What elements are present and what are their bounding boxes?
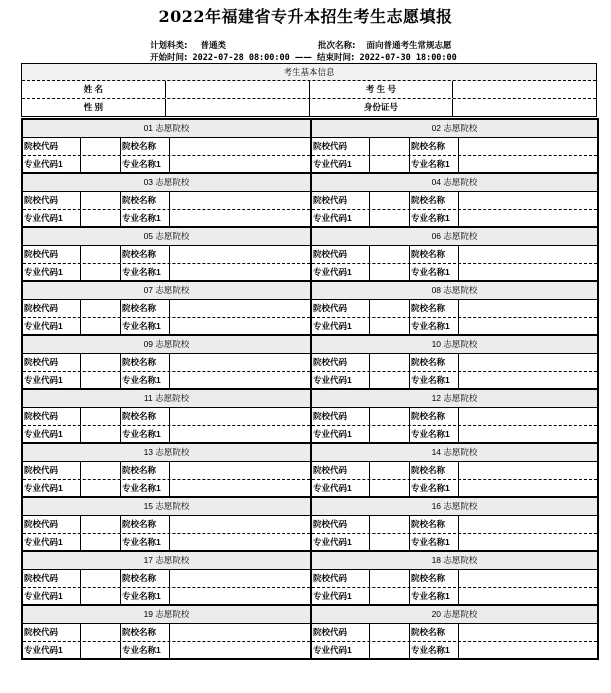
- major-name-label: 专业名称1: [410, 318, 459, 335]
- choice-header: 19 志愿院校: [23, 606, 310, 624]
- school-code-label: 院校代码: [23, 354, 81, 371]
- choice-pair: [23, 118, 597, 172]
- school-row: [312, 516, 597, 533]
- major-code-label: 专业代码1: [23, 156, 81, 173]
- school-code-label: 院校代码: [312, 462, 370, 479]
- major-code-field[interactable]: [81, 318, 121, 335]
- school-name-label: 院校名称: [410, 138, 459, 155]
- school-code-label: 院校代码: [23, 462, 81, 479]
- school-code-field[interactable]: [81, 354, 121, 371]
- major-name-field[interactable]: [170, 156, 310, 173]
- choice-header: 07 志愿院校: [23, 282, 310, 300]
- major-name-field[interactable]: [459, 156, 597, 173]
- major-row: [312, 155, 597, 173]
- major-row: [23, 479, 310, 497]
- major-name-label: 专业名称1: [121, 372, 170, 389]
- school-name-field[interactable]: [170, 300, 310, 317]
- id-number-label: 身份证号: [310, 99, 454, 116]
- school-row: [312, 138, 597, 155]
- school-name-field[interactable]: [459, 138, 597, 155]
- major-code-label: 专业代码1: [23, 642, 81, 659]
- school-name-field[interactable]: [459, 570, 597, 587]
- major-row: [23, 587, 310, 605]
- school-code-label: 院校代码: [312, 300, 370, 317]
- choice-block: [23, 174, 310, 226]
- school-code-field[interactable]: [81, 624, 121, 641]
- major-name-label: 专业名称1: [410, 426, 459, 443]
- major-row: [312, 533, 597, 551]
- major-code-label: 专业代码1: [312, 534, 370, 551]
- major-code-label: 专业代码1: [23, 210, 81, 227]
- school-code-field[interactable]: [370, 570, 410, 587]
- choice-header: 18 志愿院校: [312, 552, 597, 570]
- end-value: 2022-07-30 18:00:00: [359, 53, 457, 63]
- school-code-label: 院校代码: [312, 192, 370, 209]
- choice-header: 03 志愿院校: [23, 174, 310, 192]
- exam-number-label: 考 生 号: [310, 81, 454, 98]
- start-value: 2022-07-28 08:00:00: [192, 53, 290, 63]
- major-row: [312, 317, 597, 335]
- school-code-field[interactable]: [81, 462, 121, 479]
- name-label: 姓 名: [22, 81, 166, 98]
- choice-block: [310, 444, 597, 496]
- choice-block: [310, 336, 597, 388]
- major-row: [23, 155, 310, 173]
- major-name-label: 专业名称1: [121, 588, 170, 605]
- choice-block: [23, 336, 310, 388]
- school-row: [23, 516, 310, 533]
- major-row: [312, 425, 597, 443]
- choice-block: [23, 606, 310, 658]
- major-name-label: 专业名称1: [410, 642, 459, 659]
- school-code-label: 院校代码: [23, 624, 81, 641]
- major-code-field[interactable]: [370, 210, 410, 227]
- choice-block: [310, 228, 597, 280]
- school-name-field[interactable]: [459, 354, 597, 371]
- major-code-label: 专业代码1: [23, 264, 81, 281]
- exam-number-field[interactable]: [453, 81, 596, 98]
- school-name-field[interactable]: [170, 138, 310, 155]
- school-name-label: 院校名称: [410, 624, 459, 641]
- plan-label: 计划科类:: [150, 41, 188, 51]
- choice-header: 14 志愿院校: [312, 444, 597, 462]
- school-row: [23, 246, 310, 263]
- choice-block: [310, 282, 597, 334]
- basic-info-header: 考生基本信息: [22, 64, 596, 81]
- major-code-label: 专业代码1: [23, 318, 81, 335]
- major-code-field[interactable]: [81, 426, 121, 443]
- school-name-field[interactable]: [459, 624, 597, 641]
- major-name-field[interactable]: [170, 372, 310, 389]
- school-name-field[interactable]: [459, 516, 597, 533]
- major-code-field[interactable]: [81, 588, 121, 605]
- choice-block: [310, 606, 597, 658]
- major-code-label: 专业代码1: [23, 534, 81, 551]
- major-name-field[interactable]: [459, 372, 597, 389]
- major-code-label: 专业代码1: [312, 642, 370, 659]
- batch-value: 面向普通考生常规志愿: [366, 41, 452, 51]
- major-code-field[interactable]: [370, 642, 410, 659]
- major-code-field[interactable]: [370, 534, 410, 551]
- school-code-field[interactable]: [370, 300, 410, 317]
- school-row: [23, 300, 310, 317]
- school-name-label: 院校名称: [121, 354, 170, 371]
- major-row: [312, 263, 597, 281]
- major-name-field[interactable]: [170, 264, 310, 281]
- major-name-label: 专业名称1: [410, 372, 459, 389]
- choice-header: 12 志愿院校: [312, 390, 597, 408]
- major-code-field[interactable]: [81, 372, 121, 389]
- school-name-label: 院校名称: [410, 408, 459, 425]
- school-code-field[interactable]: [370, 138, 410, 155]
- school-name-label: 院校名称: [121, 138, 170, 155]
- major-name-label: 专业名称1: [121, 534, 170, 551]
- major-row: [312, 587, 597, 605]
- major-row: [23, 317, 310, 335]
- page-title: 2022年福建省专升本招生考生志愿填报: [158, 7, 453, 26]
- major-name-label: 专业名称1: [410, 210, 459, 227]
- major-code-label: 专业代码1: [23, 372, 81, 389]
- batch-label: 批次名称:: [318, 41, 356, 51]
- school-code-label: 院校代码: [23, 138, 81, 155]
- major-name-label: 专业名称1: [410, 480, 459, 497]
- choice-header: 06 志愿院校: [312, 228, 597, 246]
- major-name-label: 专业名称1: [121, 264, 170, 281]
- school-name-label: 院校名称: [410, 516, 459, 533]
- school-row: [312, 570, 597, 587]
- major-name-field[interactable]: [459, 426, 597, 443]
- choice-pair: [23, 334, 597, 388]
- gender-label: 性 别: [22, 99, 166, 116]
- major-name-label: 专业名称1: [121, 156, 170, 173]
- major-row: [312, 479, 597, 497]
- school-row: [312, 192, 597, 209]
- school-code-label: 院校代码: [23, 408, 81, 425]
- choice-pair: [23, 442, 597, 496]
- major-name-field[interactable]: [459, 210, 597, 227]
- major-name-field[interactable]: [459, 318, 597, 335]
- major-code-field[interactable]: [370, 264, 410, 281]
- school-code-label: 院校代码: [312, 624, 370, 641]
- name-field[interactable]: [166, 81, 310, 98]
- school-code-field[interactable]: [370, 354, 410, 371]
- school-code-label: 院校代码: [23, 570, 81, 587]
- school-row: [312, 246, 597, 263]
- school-row: [23, 408, 310, 425]
- school-name-label: 院校名称: [121, 516, 170, 533]
- major-code-field[interactable]: [81, 156, 121, 173]
- school-name-field[interactable]: [170, 624, 310, 641]
- school-name-field[interactable]: [459, 462, 597, 479]
- choice-header: 20 志愿院校: [312, 606, 597, 624]
- school-code-field[interactable]: [370, 624, 410, 641]
- choice-pair: [23, 604, 597, 660]
- major-name-field[interactable]: [459, 588, 597, 605]
- choice-pair: [23, 496, 597, 550]
- choice-header: 02 志愿院校: [312, 120, 597, 138]
- major-code-label: 专业代码1: [312, 480, 370, 497]
- major-name-field[interactable]: [170, 642, 310, 659]
- school-code-label: 院校代码: [312, 516, 370, 533]
- major-row: [23, 641, 310, 659]
- choice-block: [23, 498, 310, 550]
- major-name-field[interactable]: [170, 588, 310, 605]
- choice-block: [23, 282, 310, 334]
- choice-pair: [23, 280, 597, 334]
- major-code-label: 专业代码1: [312, 588, 370, 605]
- major-code-field[interactable]: [370, 318, 410, 335]
- school-code-field[interactable]: [81, 570, 121, 587]
- choice-pair: [23, 550, 597, 604]
- choice-header: 05 志愿院校: [23, 228, 310, 246]
- major-code-label: 专业代码1: [23, 588, 81, 605]
- school-name-label: 院校名称: [121, 192, 170, 209]
- school-name-label: 院校名称: [121, 462, 170, 479]
- major-code-label: 专业代码1: [312, 210, 370, 227]
- school-name-label: 院校名称: [410, 570, 459, 587]
- school-name-field[interactable]: [170, 246, 310, 263]
- school-code-label: 院校代码: [312, 408, 370, 425]
- school-code-label: 院校代码: [312, 138, 370, 155]
- choice-header: 09 志愿院校: [23, 336, 310, 354]
- choices-grid: [21, 118, 599, 660]
- batch-name: [318, 39, 452, 51]
- choice-header: 08 志愿院校: [312, 282, 597, 300]
- school-name-field[interactable]: [459, 192, 597, 209]
- major-name-label: 专业名称1: [410, 156, 459, 173]
- plan-category: [150, 39, 226, 51]
- id-number-field[interactable]: [453, 99, 596, 116]
- major-row: [312, 371, 597, 389]
- choice-pair: [23, 388, 597, 442]
- major-code-field[interactable]: [81, 264, 121, 281]
- major-name-label: 专业名称1: [410, 264, 459, 281]
- time-range: [150, 51, 457, 63]
- major-name-field[interactable]: [170, 318, 310, 335]
- major-name-label: 专业名称1: [121, 426, 170, 443]
- school-row: [312, 300, 597, 317]
- school-code-field[interactable]: [370, 408, 410, 425]
- school-code-label: 院校代码: [23, 246, 81, 263]
- major-code-label: 专业代码1: [312, 318, 370, 335]
- school-name-field[interactable]: [170, 570, 310, 587]
- school-name-field[interactable]: [170, 462, 310, 479]
- major-row: [23, 209, 310, 227]
- school-row: [23, 624, 310, 641]
- major-code-field[interactable]: [81, 480, 121, 497]
- school-code-label: 院校代码: [312, 570, 370, 587]
- school-code-label: 院校代码: [312, 354, 370, 371]
- major-code-label: 专业代码1: [23, 426, 81, 443]
- school-code-field[interactable]: [81, 192, 121, 209]
- choice-pair: [23, 226, 597, 280]
- plan-value: 普通类: [200, 41, 227, 51]
- major-code-field[interactable]: [370, 480, 410, 497]
- school-name-label: 院校名称: [121, 570, 170, 587]
- choice-block: [310, 174, 597, 226]
- school-code-field[interactable]: [81, 408, 121, 425]
- end-label: 结束时间:: [317, 53, 355, 63]
- choice-header: 10 志愿院校: [312, 336, 597, 354]
- major-name-field[interactable]: [459, 480, 597, 497]
- major-name-label: 专业名称1: [121, 318, 170, 335]
- school-name-label: 院校名称: [410, 246, 459, 263]
- school-code-field[interactable]: [81, 246, 121, 263]
- major-name-label: 专业名称1: [121, 642, 170, 659]
- choice-block: [23, 444, 310, 496]
- school-row: [23, 462, 310, 479]
- choice-block: [310, 552, 597, 604]
- basic-info-table: [21, 63, 597, 117]
- school-name-label: 院校名称: [121, 408, 170, 425]
- major-code-label: 专业代码1: [23, 480, 81, 497]
- school-name-label: 院校名称: [410, 300, 459, 317]
- major-name-field[interactable]: [459, 264, 597, 281]
- major-row: [23, 263, 310, 281]
- major-name-field[interactable]: [170, 534, 310, 551]
- choice-block: [310, 120, 597, 172]
- major-code-field[interactable]: [81, 210, 121, 227]
- major-code-label: 专业代码1: [312, 264, 370, 281]
- major-name-field[interactable]: [459, 534, 597, 551]
- choice-block: [23, 390, 310, 442]
- choice-block: [23, 120, 310, 172]
- major-code-field[interactable]: [370, 372, 410, 389]
- school-row: [23, 354, 310, 371]
- school-code-label: 院校代码: [23, 192, 81, 209]
- major-code-field[interactable]: [81, 534, 121, 551]
- school-name-field[interactable]: [170, 408, 310, 425]
- major-row: [312, 209, 597, 227]
- choice-header: 16 志愿院校: [312, 498, 597, 516]
- choice-header: 13 志愿院校: [23, 444, 310, 462]
- school-name-label: 院校名称: [410, 192, 459, 209]
- choice-block: [23, 552, 310, 604]
- major-code-field[interactable]: [370, 588, 410, 605]
- school-code-label: 院校代码: [23, 516, 81, 533]
- school-row: [312, 354, 597, 371]
- major-name-label: 专业名称1: [410, 588, 459, 605]
- major-name-field[interactable]: [170, 426, 310, 443]
- basic-info-row: [22, 98, 596, 116]
- choice-header: 15 志愿院校: [23, 498, 310, 516]
- gender-field[interactable]: [166, 99, 310, 116]
- school-code-field[interactable]: [370, 462, 410, 479]
- major-name-label: 专业名称1: [410, 534, 459, 551]
- major-code-label: 专业代码1: [312, 156, 370, 173]
- major-code-label: 专业代码1: [312, 426, 370, 443]
- major-name-label: 专业名称1: [121, 480, 170, 497]
- choice-block: [310, 390, 597, 442]
- school-row: [312, 462, 597, 479]
- school-row: [312, 624, 597, 641]
- major-row: [23, 371, 310, 389]
- major-name-field[interactable]: [170, 210, 310, 227]
- school-row: [312, 408, 597, 425]
- school-code-field[interactable]: [370, 192, 410, 209]
- school-name-label: 院校名称: [121, 624, 170, 641]
- major-code-label: 专业代码1: [312, 372, 370, 389]
- basic-info-row: [22, 81, 596, 98]
- choice-header: 01 志愿院校: [23, 120, 310, 138]
- school-code-field[interactable]: [81, 300, 121, 317]
- school-code-label: 院校代码: [312, 246, 370, 263]
- major-name-field[interactable]: [459, 642, 597, 659]
- choice-header: 04 志愿院校: [312, 174, 597, 192]
- school-name-field[interactable]: [459, 246, 597, 263]
- major-row: [23, 533, 310, 551]
- school-name-field[interactable]: [170, 192, 310, 209]
- school-code-field[interactable]: [370, 246, 410, 263]
- school-name-label: 院校名称: [121, 246, 170, 263]
- school-code-field[interactable]: [370, 516, 410, 533]
- major-code-field[interactable]: [81, 642, 121, 659]
- school-row: [23, 570, 310, 587]
- school-name-label: 院校名称: [410, 354, 459, 371]
- major-row: [312, 641, 597, 659]
- school-name-field[interactable]: [459, 408, 597, 425]
- major-row: [23, 425, 310, 443]
- major-code-field[interactable]: [370, 156, 410, 173]
- school-name-field[interactable]: [170, 516, 310, 533]
- school-name-field[interactable]: [170, 354, 310, 371]
- choice-block: [310, 498, 597, 550]
- major-name-label: 专业名称1: [121, 210, 170, 227]
- school-row: [23, 138, 310, 155]
- school-name-label: 院校名称: [121, 300, 170, 317]
- major-name-field[interactable]: [170, 480, 310, 497]
- school-name-field[interactable]: [459, 300, 597, 317]
- school-code-field[interactable]: [81, 516, 121, 533]
- choice-block: [23, 228, 310, 280]
- school-row: [23, 192, 310, 209]
- choice-pair: [23, 172, 597, 226]
- choice-header: 11 志愿院校: [23, 390, 310, 408]
- school-name-label: 院校名称: [410, 462, 459, 479]
- school-code-label: 院校代码: [23, 300, 81, 317]
- dash-separator: ——: [294, 53, 312, 63]
- start-label: 开始时间:: [150, 53, 188, 63]
- major-code-field[interactable]: [370, 426, 410, 443]
- choice-header: 17 志愿院校: [23, 552, 310, 570]
- school-code-field[interactable]: [81, 138, 121, 155]
